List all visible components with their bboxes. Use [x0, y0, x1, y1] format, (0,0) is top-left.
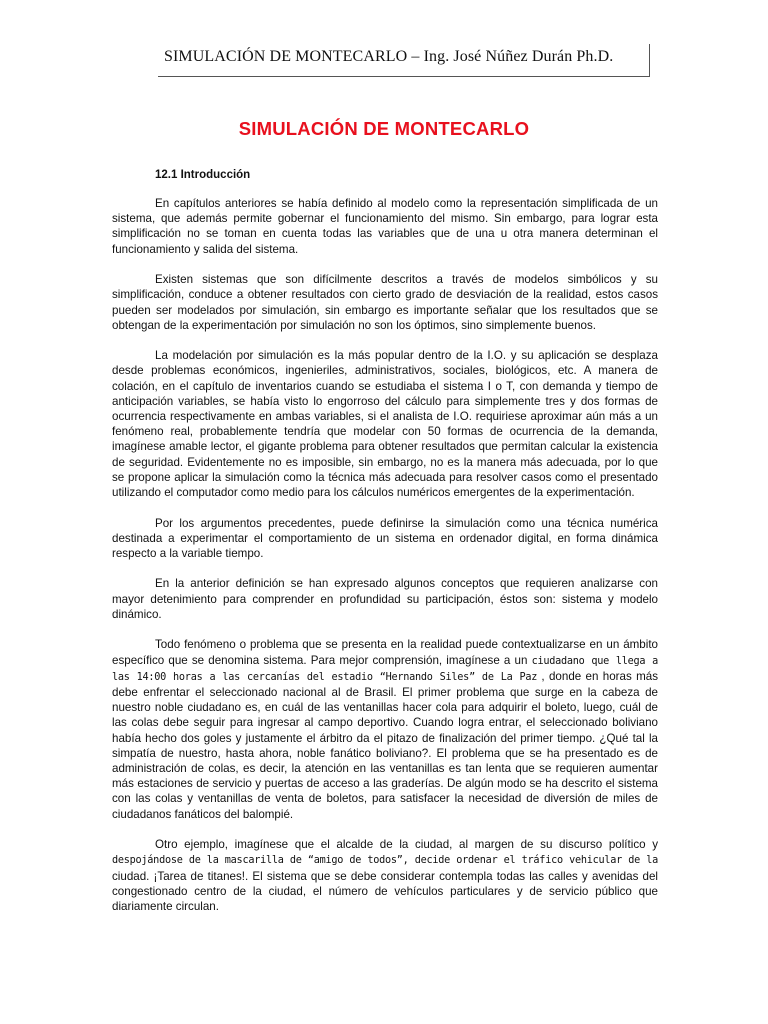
header-rule-vertical — [649, 44, 650, 77]
document-title: SIMULACIÓN DE MONTECARLO — [238, 118, 530, 139]
paragraph-2: Existen sistemas que son difícilmente descritos a través de modelos simbólicos y su simplificación, conduce a obtener resultados con cierto grado de desviación de la realidad, estos casos pueden ser modelados por simulación, sin embargo es importante señalar que los resultados que se obtengan de la experimentación por simulación no son los óptimos, sino simplemente buenos. — [112, 273, 658, 332]
paragraph-7-text-a: Otro ejemplo, imagínese que el alcalde de la ciudad, al margen de su discurso político y — [155, 838, 658, 852]
paragraph-5: En la anterior definición se han expresado algunos conceptos que requieren analizarse con mayor detenimiento para comprender en profundidad su participación, éstos son: sistema y modelo dinámico. — [112, 577, 658, 621]
header-rule — [158, 76, 650, 77]
paragraph-6 — [112, 637, 658, 821]
paragraph-6-text-a: Todo fenómeno o problema que se presenta en la realidad puede contextualizarse en un ámbito específico que se denomina sistema. Para mejor comprensión, imagínese a un — [112, 638, 658, 667]
paragraph-4: Por los argumentos precedentes, puede definirse la simulación como una técnica numérica destinada a experimentar el comportamiento de un sistema en ordenador digital, en forma dinámica respecto a la variable tiempo. — [112, 516, 658, 560]
body-text — [112, 196, 658, 914]
paragraph-7-text-b: ciudad. ¡Tarea de titanes!. El sistema que se debe considerar contempla todas las calles y avenidas del congestionado centro de la ciudad, el número de vehículos particulares y de servicio público que diariamente circulan. — [112, 869, 658, 913]
paragraph-6-text-b: , donde en horas más debe enfrentar el seleccionado nacional al de Brasil. El primer problema que surge en la cabeza de nuestro noble ciudadano es, en cuál de las ventanillas hacer cola para adquirir el boleto, luego, cuál de las colas debe seguir para ingresar al campo deportivo. Cuando logra entrar, el seleccionado boliviano había hecho dos goles y justamente el árbitro da el pitazo de finalización del primer tiempo. ¿Qué tal la simpatía de nuestro, hasta ahora, noble fanático boliviano?. El problema que se ha presentado es de administración de colas, es decir, la atención en las ventanillas es tan lenta que se requieren aumentar más estaciones de servicio y puertas de acceso a las graderías. De algún modo se ha descrito el sistema con las colas y ventanillas de venta de boletos, para satisfacer la necesidad de diversión de miles de ciudadanos fanáticos del balompié. — [112, 669, 658, 821]
running-header: SIMULACIÓN DE MONTECARLO – Ing. José Núñez Durán Ph.D. — [164, 48, 614, 65]
paragraph-6-mono-text: ciudadano que llega a las 14:00 horas a las cercanías del estadio “Hernando Siles” de La Paz — [112, 655, 658, 683]
paragraph-7 — [112, 837, 658, 914]
section-heading: 12.1 Introducción — [155, 169, 251, 181]
paragraph-1: En capítulos anteriores se había definido al modelo como la representación simplificada de un sistema, que además permite gobernar el funcionamiento del mismo. Sin embargo, para lograr esta simplificación no se toman en cuenta todas las variables que de una u otra manera determinan el funcionamiento y salida del sistema. — [112, 197, 658, 256]
paragraph-7-mono-text: despojándose de la mascarilla de “amigo de todos”, decide ordenar el tráfico vehicular de la — [112, 855, 658, 867]
paragraph-3: La modelación por simulación es la más popular dentro de la I.O. y su aplicación se desplaza desde problemas económicos, ingenieriles, administrativos, sociales, biológicos, etc. A manera de colación, en el capítulo de inventarios cuando se estudiaba el sistema I o T, con demanda y tiempo de anticipación variables, se había visto lo engorroso del cálculo para simplemente tres y dos formas de ocurrencia respectivamente en ambas variables, si el analista de I.O. requiriese aproximar aún más a un fenómeno real, probablemente tendría que modelar con 50 formas de ocurrencia de la demanda, imagínese amable lector, el gigante problema para obtener resultados que permitan calcular la existencia de seguridad. Evidentemente no es imposible, sin embargo, no es la manera más adecuada, por lo que se propone aplicar la simulación como la técnica más adecuada para resolver casos como el presentado utilizando el computador como medio para los cálculos numéricos emergentes de la experimentación. — [112, 349, 658, 500]
